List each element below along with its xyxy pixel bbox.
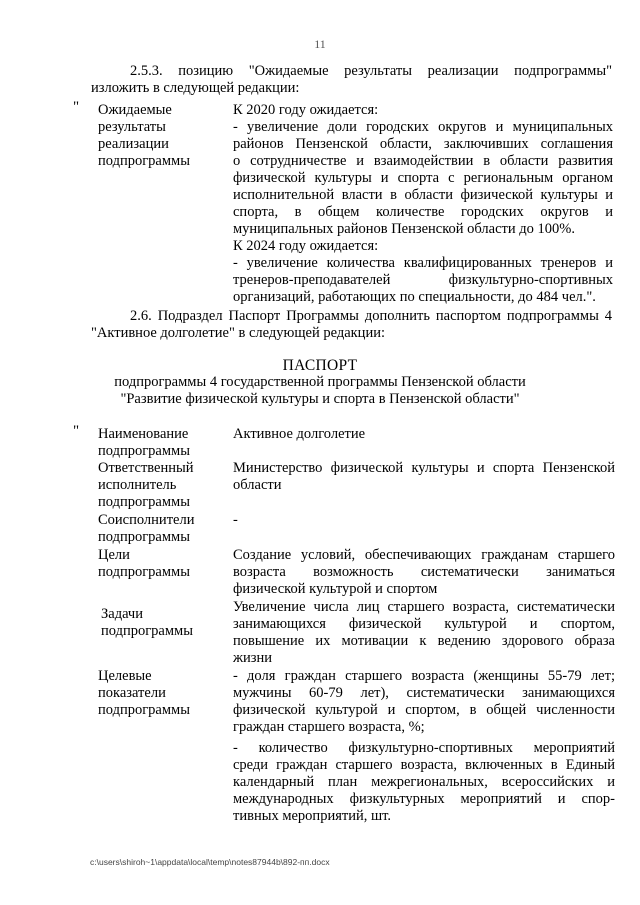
page-number: 11 (314, 37, 326, 51)
passport-subtitle-1: подпрограммы 4 государственной программы Пензенской области (114, 374, 526, 390)
opening-quote-mark: " (73, 99, 80, 115)
row-executor-label: Ответственный исполнитель подпрограммы (98, 460, 194, 510)
passport-title: ПАСПОРТ (282, 357, 358, 374)
expected-results-label: Ожидаемые результаты реализации подпрограммы (98, 102, 190, 169)
row-indicators-label: Целевые показатели подпрограммы (98, 668, 190, 718)
row-indicators-value: - доля граждан старшего возраста (женщины 55-79 лет; мужчины 60-79 лет), систематически занимающихся физической культурой и спортом, в общей численности граждан старшего возраста, %; - количество физкультурно-спортивных мероприятий среди граждан старшего возраста, включенных в Единый календарный план межрегиональных, всероссийских и международных физкультурных мероприятий и спор- тивных мероприятий, шт. (233, 668, 615, 824)
passport-subtitle-2: "Развитие физической культуры и спорта в Пензенской области" (120, 391, 520, 407)
expected-results-text: К 2020 году ожидается: - увеличение доли городских округов и муниципальных районов Пензенской области, заключивших соглашения о сотрудничестве и взаимодействии в области развития физической культуры и спорта с региональным органом исполнительной власти в области физической культуры и спорта, в общем количестве городских округов и муниципальных районов Пензенской области до 100%. К 2024 году ожидается: - увеличение количества квалифицированных тренеров и тренеров-преподавателей физкультурно-спортивных организаций, работающих по специальности, до 484 чел.". (233, 102, 613, 305)
passport-opening-quote-mark: " (73, 423, 80, 439)
row-coexecutors-label: Соисполнители подпрограммы (98, 512, 195, 545)
row-tasks-label: Задачи подпрограммы (101, 606, 193, 639)
paragraph-2-5-3-line1: 2.5.3. позицию "Ожидаемые результаты реализации подпрограммы" (130, 63, 612, 79)
row-name-label: Наименование подпрограммы (98, 426, 190, 459)
row-name-value: Активное долголетие (233, 426, 366, 442)
row-goals-label: Цели подпрограммы (98, 547, 190, 580)
row-tasks-value: Увеличение числа лиц старшего возраста, систематически занимающихся физической культурой и спортом, повышение их мотивации к ведению здорового образа жизни (233, 599, 615, 666)
row-coexecutors-value: - (233, 512, 238, 528)
paragraph-2-5-3-line2: изложить в следующей редакции: (91, 80, 300, 96)
paragraph-2-6-line2: "Активное долголетие" в следующей редакции: (91, 325, 385, 341)
footer-file-path: c:\users\shiroh~1\appdata\local\temp\notes87944b\892-пп.docx (90, 857, 330, 867)
row-executor-value: Министерство физической культуры и спорта Пензенской области (233, 460, 615, 493)
row-goals-value: Создание условий, обеспечивающих гражданам старшего возраста возможность систематически заниматься физической культурой и спортом (233, 547, 615, 597)
paragraph-2-6-line1: 2.6. Подраздел Паспорт Программы дополнить паспортом подпрограммы 4 (130, 308, 612, 324)
